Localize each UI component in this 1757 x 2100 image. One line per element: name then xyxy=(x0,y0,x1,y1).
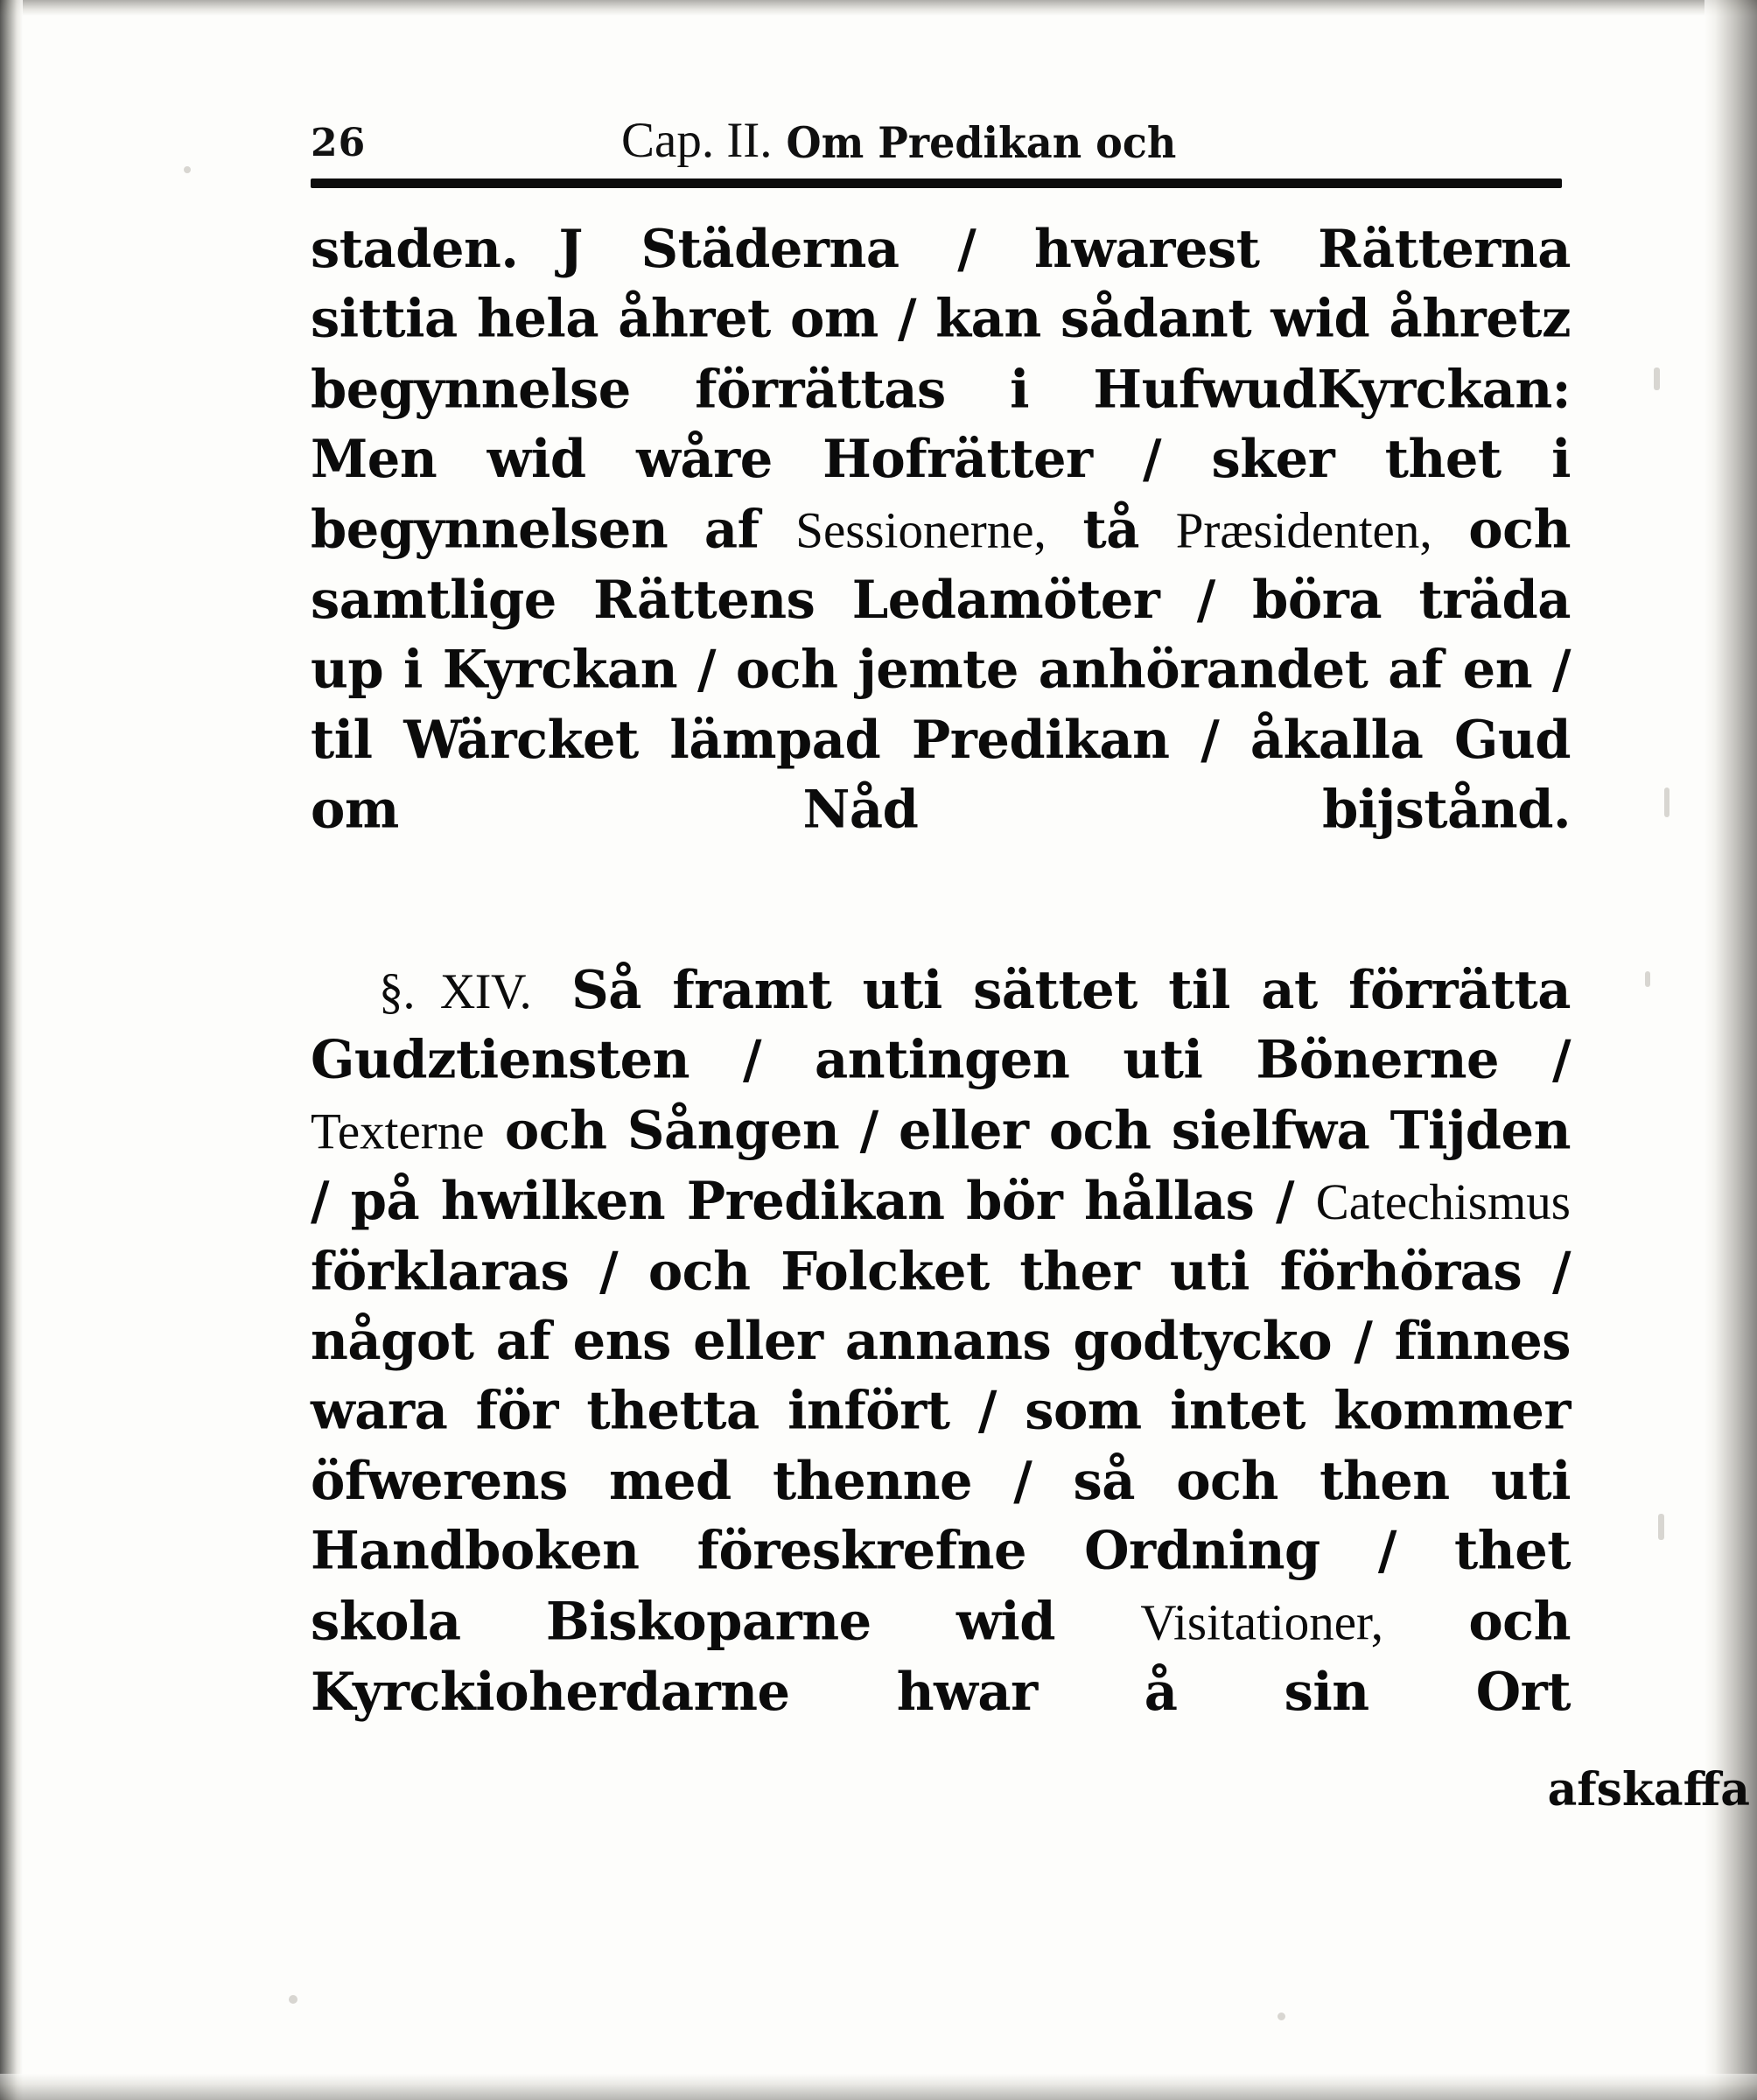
page-text-block xyxy=(311,105,1571,1781)
running-head-title: Om Predikan och xyxy=(786,117,1177,168)
paper-speck xyxy=(1278,2012,1285,2020)
catchword: afskaffa xyxy=(1547,1763,1750,1816)
roman-word: Præsidenten, xyxy=(1175,502,1432,559)
folio-number: 26 xyxy=(311,121,367,165)
fraktur-text: Så framt uti sättet til at förrätta Gudztiensten / antingen uti Bönerne / xyxy=(311,959,1572,1091)
fraktur-text: och samtlige Rättens Ledamöter / böra träda up i Kyrckan / och jemte anhörandet af en / til Wärcket lämpad Predikan / åkalla Gud om Nåd bijstånd. xyxy=(311,498,1571,841)
fraktur-text: och Sången / eller och sielfwa Tijden / på hwilken Predikan bör hållas / xyxy=(311,1099,1571,1231)
running-head-chapter: Cap. II. xyxy=(621,113,773,168)
page-header xyxy=(311,105,1571,173)
paper-speck xyxy=(1658,1514,1664,1540)
scan-edge-bottom xyxy=(0,2074,1757,2100)
fraktur-text: tå xyxy=(1046,498,1176,560)
paper-speck xyxy=(184,166,191,173)
scan-edge-top xyxy=(0,0,1757,16)
fraktur-text: och Kyrckioherdarne hwar å sin Ort xyxy=(311,1590,1571,1722)
roman-word: Visitationer, xyxy=(1140,1594,1383,1651)
roman-word: Texterne xyxy=(311,1103,485,1160)
scan-edge-left xyxy=(0,0,23,2100)
roman-word: Catechismus xyxy=(1315,1173,1571,1230)
paragraph-section-xiv xyxy=(311,956,1571,1796)
paper-speck xyxy=(1664,788,1670,817)
fraktur-text: förklaras / och Folcket ther uti förhöras / något af ens eller annans godtycko / finnes wara för thetta infört / som intet kommer öfwerens med thenne / så och then uti Handboken föreskrefne Ordning / thet skola Biskoparne wid xyxy=(311,1239,1571,1652)
section-mark: §. XIV. xyxy=(379,964,532,1020)
header-rule xyxy=(311,178,1562,188)
paper-speck xyxy=(1654,368,1660,390)
paragraph-staden xyxy=(311,214,1571,915)
fraktur-text: J Städerna / hwarest Rätterna sittia hela åhret om / kan sådant wid åhretz begynnelse förrättas i HufwudKyrckan: Men wid wåre Hofrätter / sker thet i begynnelsen af xyxy=(311,218,1571,560)
running-head xyxy=(621,112,1176,169)
roman-word: Sessionerne, xyxy=(795,502,1046,559)
paper-speck xyxy=(1645,971,1650,987)
fraktur-text: staden. xyxy=(311,218,519,280)
paper-speck xyxy=(289,1995,298,2004)
